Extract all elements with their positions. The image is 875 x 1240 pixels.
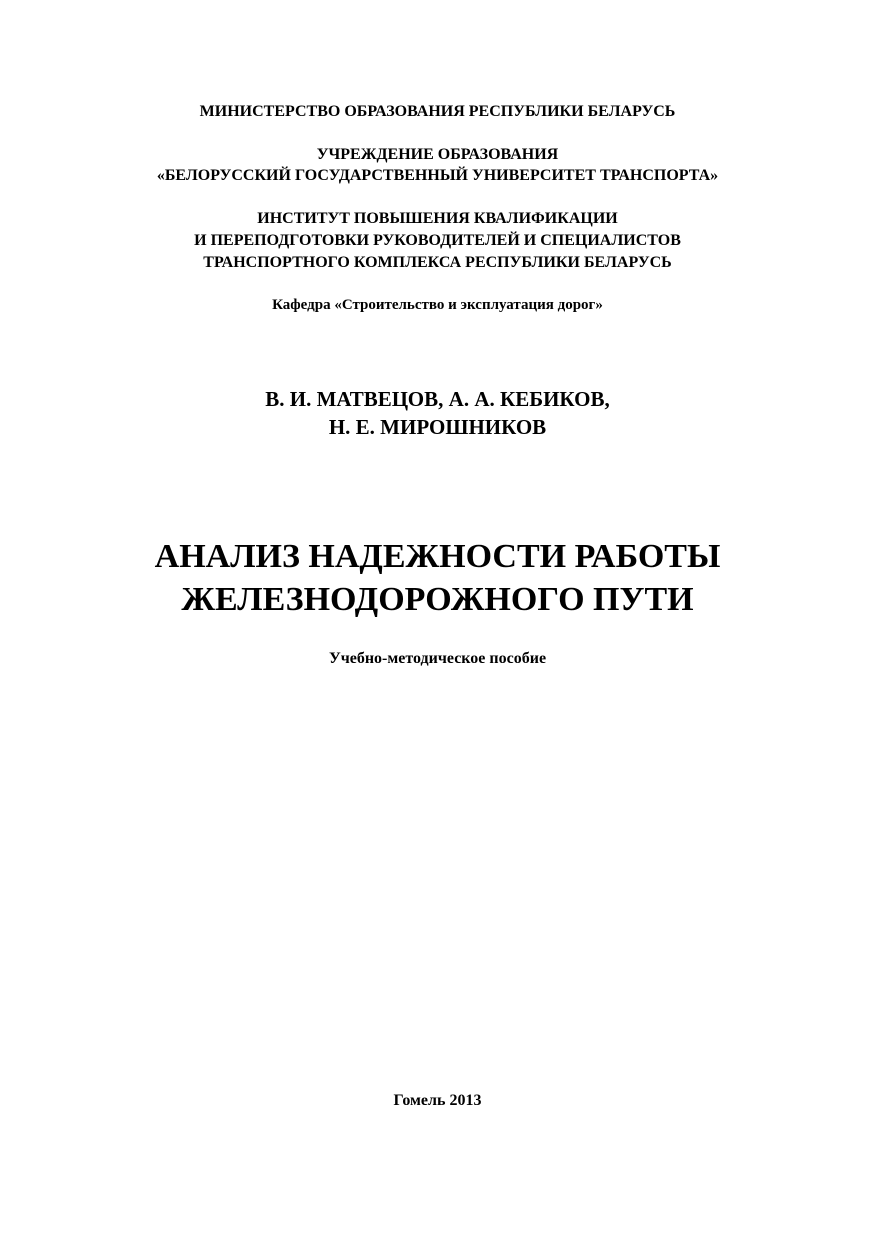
- institute-name-line1: ИНСТИТУТ ПОВЫШЕНИЯ КВАЛИФИКАЦИИ: [257, 210, 618, 227]
- department-name: Кафедра «Строительство и эксплуатация дорог»: [272, 297, 603, 313]
- authors-line2: Н. Е. МИРОШНИКОВ: [328, 415, 547, 439]
- ministry-name: МИНИСТЕРСТВО ОБРАЗОВАНИЯ РЕСПУБЛИКИ БЕЛАРУСЬ: [199, 103, 676, 120]
- authors-line1: В. И. МАТВЕЦОВ, А. А. КЕБИКОВ,: [265, 387, 610, 411]
- book-title-line2: ЖЕЛЕЗНОДОРОЖНОГО ПУТИ: [181, 581, 694, 618]
- book-subtitle: Учебно-методическое пособие: [328, 650, 547, 667]
- book-title-line1: АНАЛИЗ НАДЕЖНОСТИ РАБОТЫ: [154, 538, 721, 575]
- imprint: Гомель 2013: [393, 1092, 482, 1109]
- university-name: «БЕЛОРУССКИЙ ГОСУДАРСТВЕННЫЙ УНИВЕРСИТЕТ ТРАНСПОРТА»: [156, 167, 719, 184]
- institution-type: УЧРЕЖДЕНИЕ ОБРАЗОВАНИЯ: [316, 146, 559, 163]
- institute-name-line3: ТРАНСПОРТНОГО КОМПЛЕКСА РЕСПУБЛИКИ БЕЛАРУСЬ: [203, 254, 672, 271]
- institute-name-line2: И ПЕРЕПОДГОТОВКИ РУКОВОДИТЕЛЕЙ И СПЕЦИАЛИСТОВ: [194, 232, 681, 249]
